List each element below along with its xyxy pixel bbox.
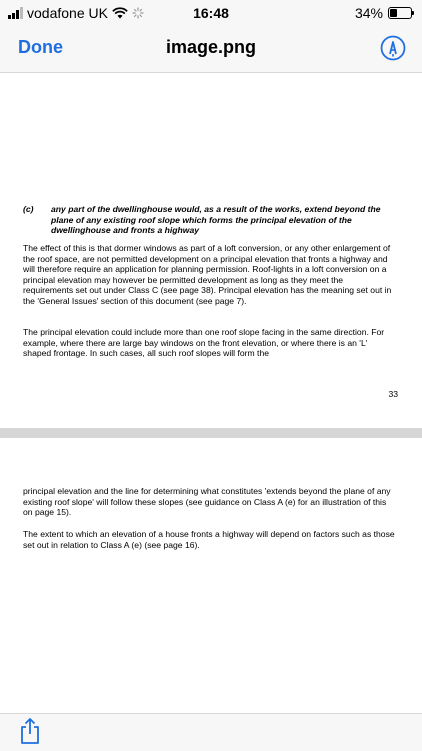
battery-cap: [412, 11, 414, 15]
nav-bar: [0, 26, 422, 73]
section-heading: any part of the dwellinghouse would, as a result of the works, extend beyond the plane of any existing roof slope which forms the principal elevation of the dwellinghouse and fronts a highway: [51, 204, 381, 236]
status-bar: [0, 0, 422, 26]
document-page-1: [0, 73, 422, 428]
page-separator: [0, 428, 422, 438]
page1-paragraph-1: The effect of this is that dormer windows as part of a loft conversion, or any other enlargement of the roof space, are not permitted development on a principal elevation that fronts a highway and will therefore require an application for planning permission. Roof-lights in a loft conversion on a principal elevation may however be permitted development as long as they meet the requirements set out under Class C (see page 38). Principal elevation has the meaning set out in the 'General Issues' section of this document (see page 7).: [23, 243, 392, 306]
page2-paragraph-1: principal elevation and the line for determining what constitutes 'extends beyond the plane of any existing roof slope' will follow these slopes (see guidance on Class A (e) for an illustration of this on page 15).: [23, 486, 391, 518]
share-icon[interactable]: [18, 717, 42, 745]
page-number: 33: [388, 389, 398, 399]
status-right: [355, 5, 412, 21]
battery-percent: 34%: [354, 5, 383, 21]
battery-fill: [390, 9, 397, 17]
carrier-name: vodafone UK: [27, 5, 108, 21]
file-title: image.png: [165, 37, 256, 57]
section-label: (c): [23, 204, 34, 214]
page1-paragraph-2: The principal elevation could include more than one roof slope facing in the same direction. For example, where there are large bay windows on the front elevation, or where there is an 'L' shaped frontage. In such cases, all such roof slopes will form the: [23, 327, 385, 359]
document-page-2: [0, 438, 422, 713]
page2-paragraph-2: The extent to which an elevation of a house fronts a highway will depend on factors such as those set out in relation to Class A (e) (see page 16).: [23, 529, 395, 550]
document-viewer[interactable]: [0, 73, 422, 713]
battery-icon: [388, 7, 412, 19]
markup-pen-icon[interactable]: [380, 35, 406, 61]
bottom-toolbar: [0, 713, 422, 751]
status-time: 16:48: [193, 5, 229, 21]
done-button[interactable]: Done: [18, 37, 63, 57]
